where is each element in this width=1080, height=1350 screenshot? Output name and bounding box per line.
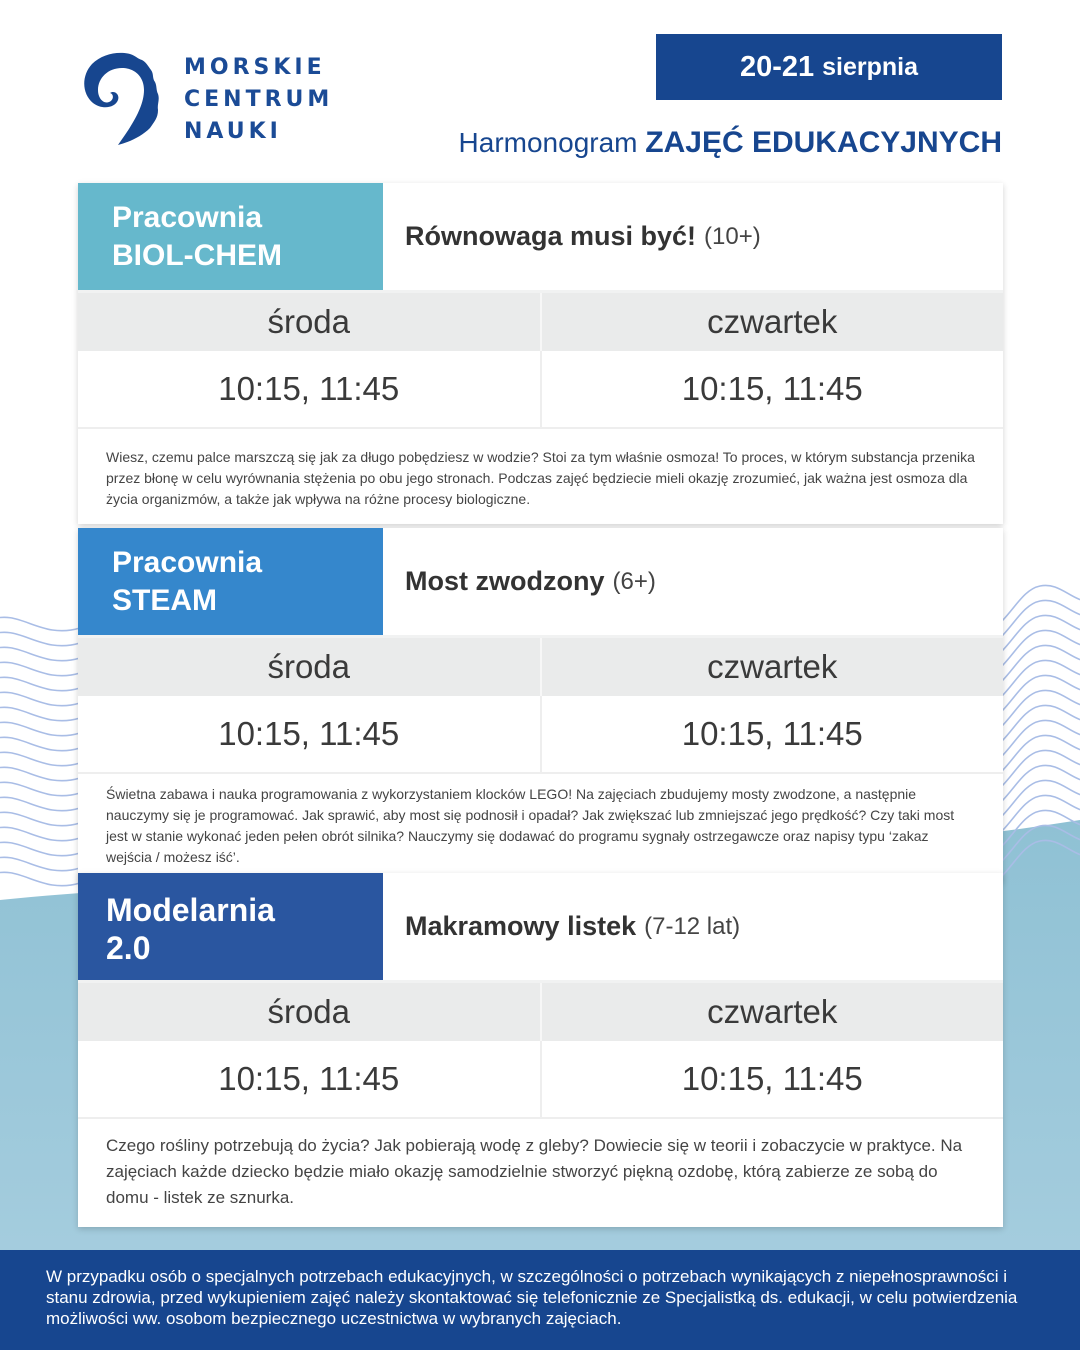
room-name-line2: BIOL-CHEM bbox=[112, 239, 282, 272]
activity-title bbox=[383, 528, 1003, 635]
activity-title bbox=[383, 873, 1003, 980]
times-wednesday: 10:15, 11:45 bbox=[78, 351, 542, 427]
room-name-line1: Pracownia bbox=[112, 546, 263, 579]
activity-name: Makramowy listek bbox=[405, 911, 637, 941]
brand-name bbox=[184, 52, 333, 148]
date-badge bbox=[656, 34, 1002, 100]
session-header bbox=[78, 873, 1003, 983]
page-title-prefix: Harmonogram bbox=[458, 127, 638, 158]
age-range: (10+) bbox=[704, 222, 761, 250]
room-name-line1: Modelarnia bbox=[106, 892, 275, 928]
session-card-biol-chem bbox=[78, 183, 1003, 524]
days-row bbox=[78, 638, 1003, 696]
times-wednesday: 10:15, 11:45 bbox=[78, 696, 542, 772]
brand-line-2: CENTRUM bbox=[184, 87, 334, 112]
sea-wave-swirl-icon bbox=[78, 50, 168, 148]
age-range: (6+) bbox=[612, 567, 656, 595]
room-name-line2: 2.0 bbox=[106, 930, 151, 966]
session-description: Czego rośliny potrzebują do życia? Jak pobierają wodę z gleby? Dowiecie się w teorii i zobaczycie w praktyce. Na zajęciach każde dziecko będzie miało okazję samodzielnie stworzyć piękną ozdobę, którą zabierze ze sobą do domu - listek ze sznurka. bbox=[106, 1136, 963, 1207]
times-row bbox=[78, 351, 1003, 429]
room-label bbox=[78, 873, 383, 980]
page-title bbox=[459, 126, 1002, 160]
session-description: Świetna zabawa i nauka programowania z wykorzystaniem klocków LEGO! Na zajęciach zbudujemy mosty zwodzone, a następnie nauczymy się je programować. Jak sprawić, aby most się podnosił i opadał? Jak zwiększać lub zmniejszać jego prędkość? Czy taki most jest w stanie wykonać jeden pełen obrót silnika? Nauczymy się dodawać do programu sygnały ostrzegawcze oraz napisy typu ‘zakaz wejścia / możesz iść’. bbox=[106, 786, 955, 865]
times-thursday: 10:15, 11:45 bbox=[681, 715, 863, 752]
activity-name: Równowaga musi być! bbox=[405, 221, 697, 251]
brand-line-3: NAUKI bbox=[184, 119, 282, 144]
times-thursday: 10:15, 11:45 bbox=[681, 1060, 863, 1097]
age-range: (7-12 lat) bbox=[644, 912, 741, 940]
room-name-line2: STEAM bbox=[112, 584, 217, 617]
day-wednesday: środa bbox=[78, 293, 542, 351]
day-thursday: czwartek bbox=[707, 993, 838, 1030]
day-thursday: czwartek bbox=[707, 648, 838, 685]
days-row bbox=[78, 983, 1003, 1041]
room-label bbox=[78, 528, 383, 635]
times-wednesday: 10:15, 11:45 bbox=[78, 1041, 542, 1117]
activity-title bbox=[383, 183, 1003, 290]
room-label bbox=[78, 183, 383, 290]
times-thursday: 10:15, 11:45 bbox=[681, 370, 863, 407]
days-row bbox=[78, 293, 1003, 351]
day-wednesday: środa bbox=[78, 638, 542, 696]
page-title-strong: ZAJĘĆ EDUKACYJNYCH bbox=[645, 126, 1002, 159]
logo bbox=[78, 50, 368, 150]
session-card-steam bbox=[78, 528, 1003, 882]
session-card-modelarnia bbox=[78, 873, 1003, 1227]
day-thursday: czwartek bbox=[707, 303, 838, 340]
activity-name: Most zwodzony bbox=[405, 566, 605, 596]
footer-notice bbox=[0, 1250, 1080, 1350]
times-row bbox=[78, 696, 1003, 774]
day-wednesday: środa bbox=[78, 983, 542, 1041]
date-number: 20-21 bbox=[739, 50, 815, 83]
room-name-line1: Pracownia bbox=[112, 201, 263, 234]
footer-notice-text: W przypadku osób o specjalnych potrzebach edukacyjnych, w szczególności o potrzebach wynikających z niepełnosprawności i stanu zdrowia, przed wykupieniem zajęć należy skontaktować się telefonicznie ze Specjalistką ds. edukacji, w celu potwierdzenia możliwości ww. osobom bezpiecznego uczestnictwa w wybranych zajęciach. bbox=[46, 1267, 1018, 1328]
session-header bbox=[78, 183, 1003, 293]
session-description: Wiesz, czemu palce marszczą się jak za długo pobędziesz w wodzie? Stoi za tym właśnie osmoza! To proces, w którym substancja przenika przez błonę w celu wyrównania stężenia po obu jego stronach. Podczas zajęć będziecie mieli okazję zrozumieć, jak ważna jest osmoza dla życia organizmów, a także jak wpływa na różne procesy biologiczne. bbox=[106, 449, 975, 507]
session-header bbox=[78, 528, 1003, 638]
date-month: sierpnia bbox=[822, 52, 919, 81]
brand-line-1: MORSKIE bbox=[184, 55, 326, 80]
times-row bbox=[78, 1041, 1003, 1119]
